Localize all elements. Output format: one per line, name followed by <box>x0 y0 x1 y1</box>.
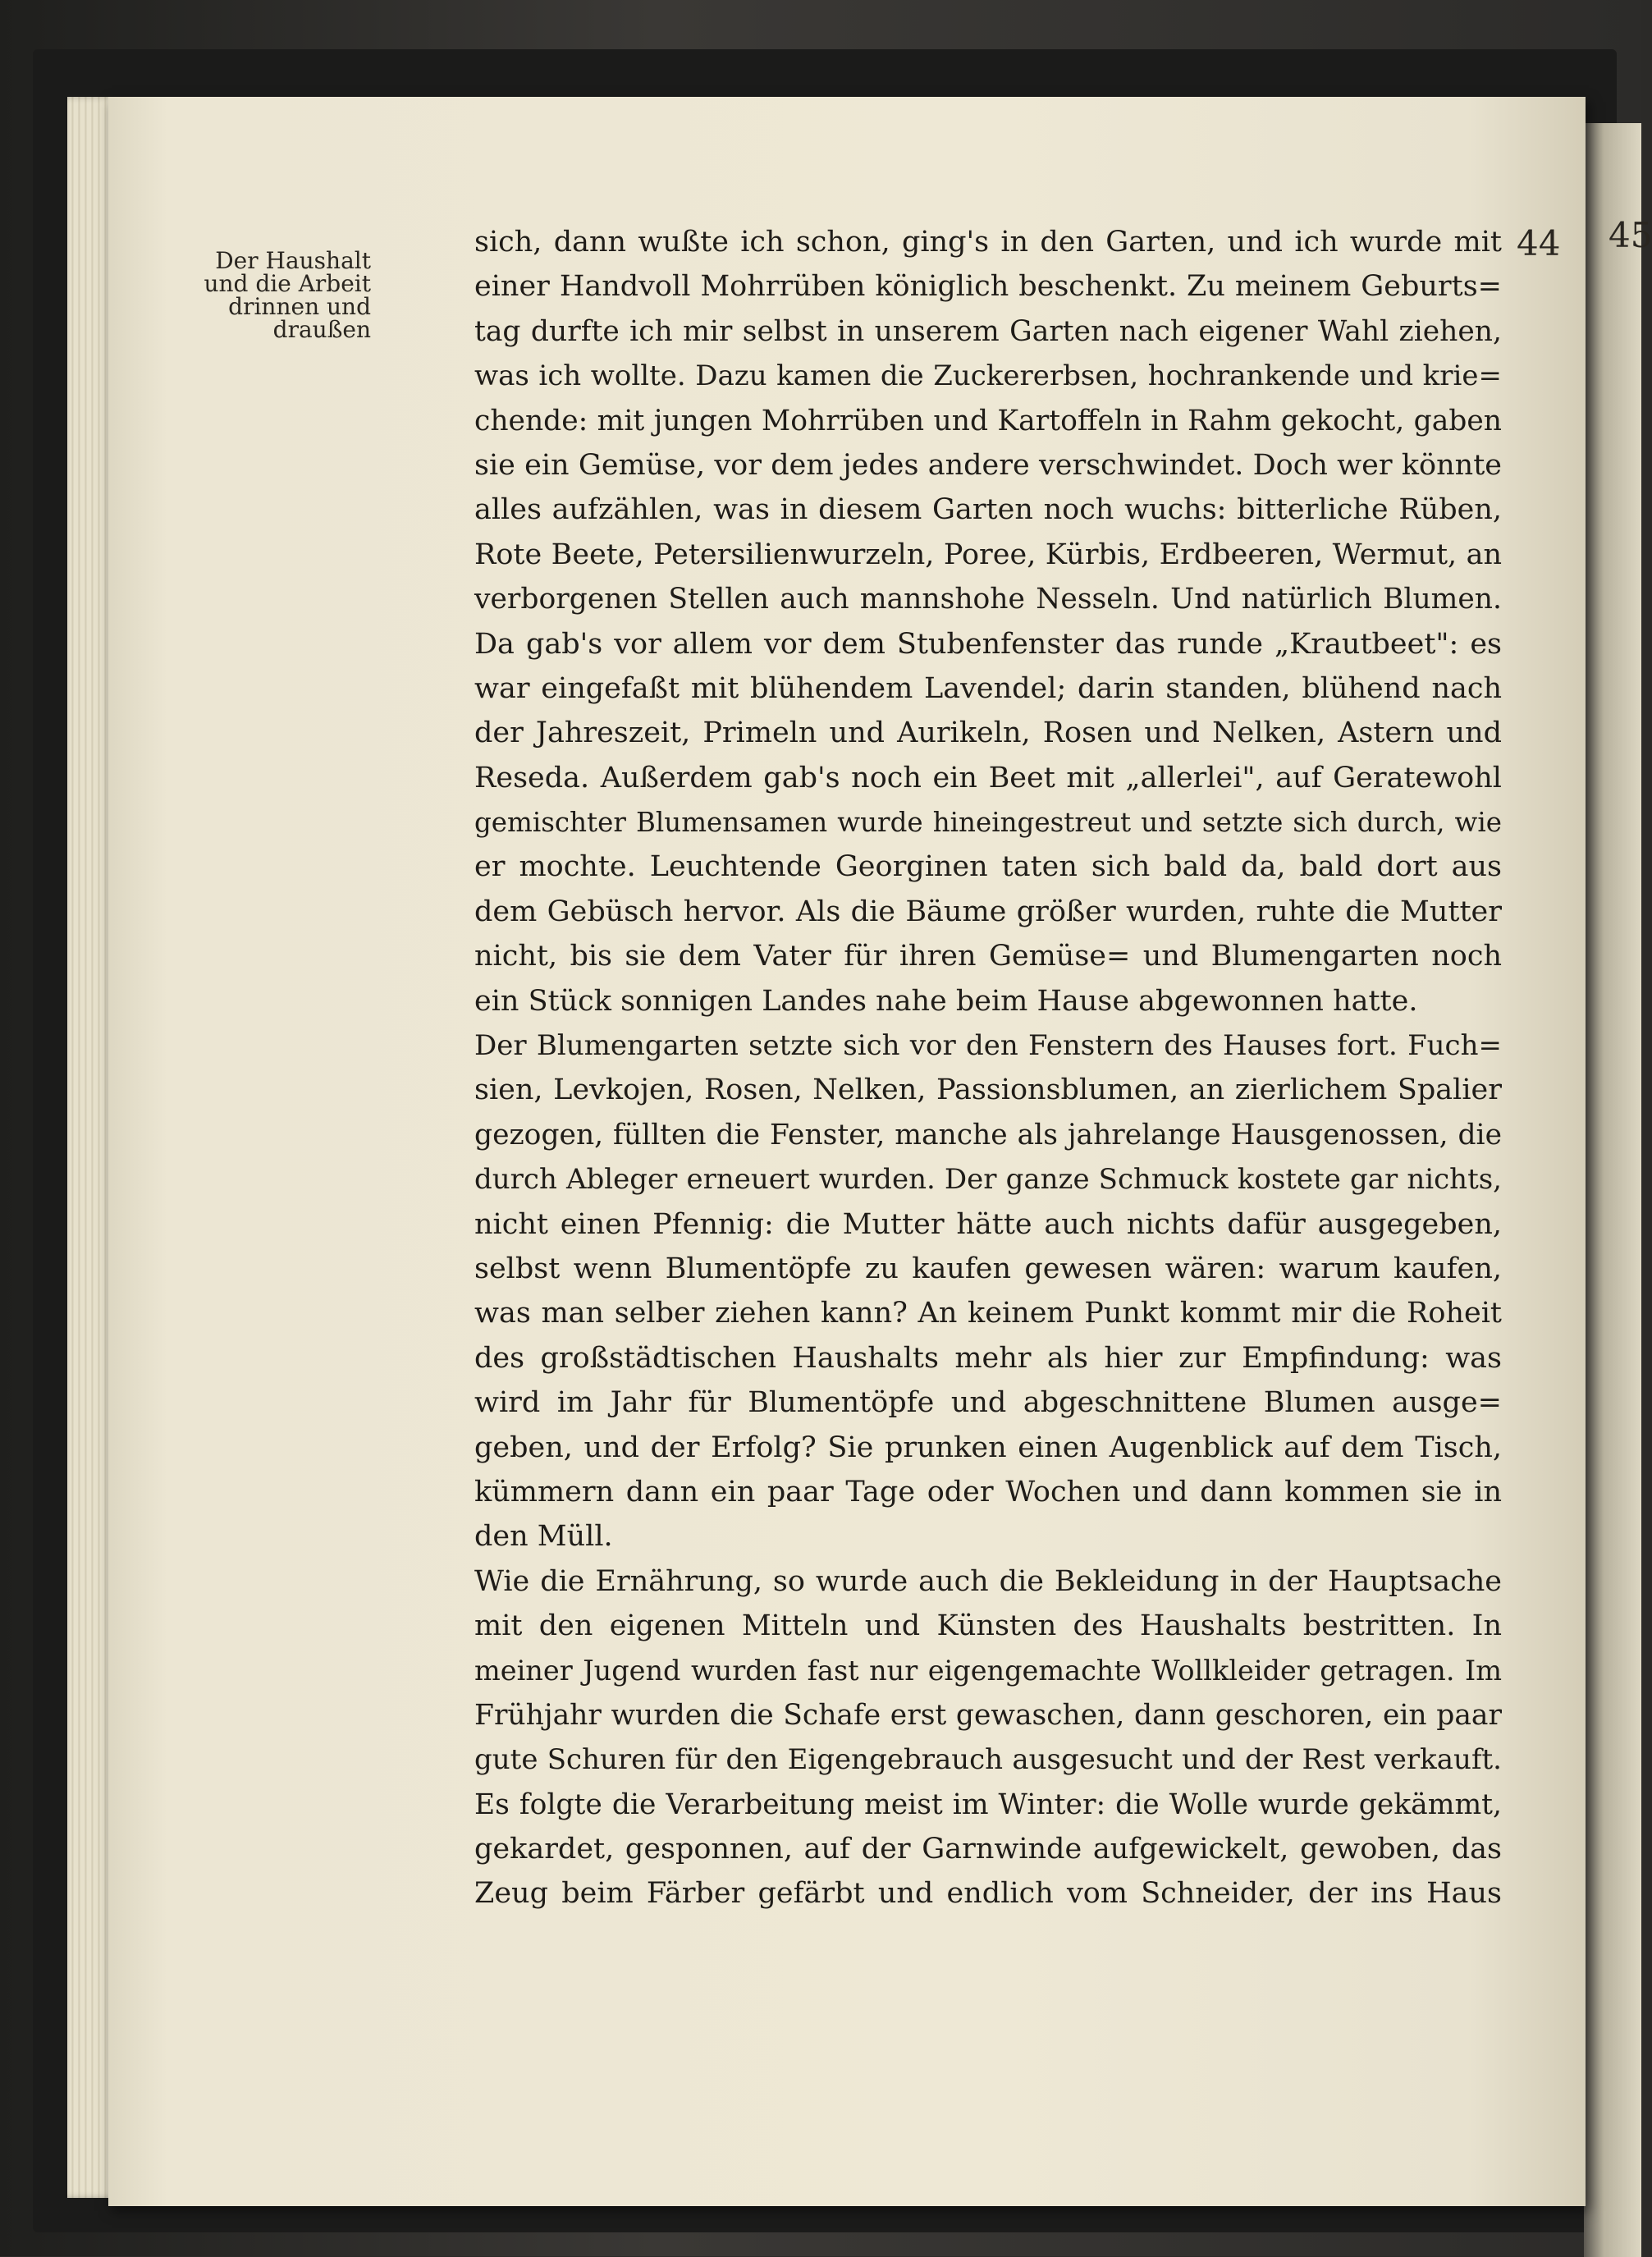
text-line: Da gab's vor allem vor dem Stubenfenster das runde „Krautbeet": es <box>474 627 1502 661</box>
text-line: durch Ableger erneuert wurden. Der ganze Schmuck kostete gar nichts, <box>474 1163 1502 1197</box>
text-line: Der Blumengarten setzte sich vor den Fenstern des Hauses fort. Fuch= <box>474 1029 1502 1063</box>
next-page-number: 45 <box>1609 215 1652 255</box>
text-line: dem Gebüsch hervor. Als die Bäume größer wurden, ruhte die Mutter <box>474 895 1502 928</box>
body-text <box>474 220 1502 1916</box>
text-line: chende: mit jungen Mohrrüben und Kartoffeln in Rahm gekocht, gaben <box>474 404 1502 437</box>
text-line: mit den eigenen Mitteln und Künsten des Haushalts bestritten. In <box>474 1609 1502 1643</box>
next-page-edge <box>1584 123 1641 2257</box>
text-line: der Jahreszeit, Primeln und Aurikeln, Rosen und Nelken, Astern und <box>474 716 1502 750</box>
text-line: wird im Jahr für Blumentöpfe und abgeschnittene Blumen ausge= <box>474 1386 1502 1420</box>
text-line: gezogen, füllten die Fenster, manche als jahrelange Hausgenossen, die <box>474 1118 1502 1151</box>
text-line: einer Handvoll Mohrrüben königlich beschenkt. Zu meinem Geburts= <box>474 270 1502 304</box>
text-line: sien, Levkojen, Rosen, Nelken, Passionsblumen, an zierlichem Spalier <box>474 1074 1502 1107</box>
text-line: Rote Beete, Petersilienwurzeln, Poree, Kürbis, Erdbeeren, Wermut, an <box>474 538 1502 571</box>
text-line: Reseda. Außerdem gab's noch ein Beet mit „allerlei", auf Geratewohl <box>474 761 1502 794</box>
text-line: er mochte. Leuchtende Georginen taten sich bald da, bald dort aus <box>474 850 1502 884</box>
text-line: tag durfte ich mir selbst in unserem Garten nach eigener Wahl ziehen, <box>474 314 1502 348</box>
text-line: was ich wollte. Dazu kamen die Zuckererbsen, hochrankende und krie= <box>474 359 1502 393</box>
text-line: ein Stück sonnigen Landes nahe beim Hause abgewonnen hatte. <box>474 984 1418 1018</box>
text-line: gemischter Blumensamen wurde hineingestreut und setzte sich durch, wie <box>474 807 1502 839</box>
text-line: kümmern dann ein paar Tage oder Wochen und dann kommen sie in <box>474 1475 1502 1508</box>
text-line: meiner Jugend wurden fast nur eigengemachte Wollkleider getragen. Im <box>474 1654 1502 1687</box>
text-line: gute Schuren für den Eigengebrauch ausgesucht und der Rest verkauft. <box>474 1743 1502 1777</box>
text-line: Zeug beim Färber gefärbt und endlich vom Schneider, der ins Haus <box>474 1877 1502 1911</box>
text-line: war eingefaßt mit blühendem Lavendel; darin standen, blühend nach <box>474 671 1502 705</box>
marginal-note-line: drinnen und <box>228 293 371 320</box>
text-line: alles aufzählen, was in diesem Garten noch wuchs: bitterliche Rüben, <box>474 493 1502 527</box>
page-number: 44 <box>1517 223 1561 263</box>
text-line: gekardet, gesponnen, auf der Garnwinde aufgewickelt, gewoben, das <box>474 1833 1502 1866</box>
text-line: des großstädtischen Haushalts mehr als hier zur Empfindung: was <box>474 1341 1502 1375</box>
text-line: nicht einen Pfennig: die Mutter hätte auch nichts dafür ausgegeben, <box>474 1207 1502 1241</box>
text-line: geben, und der Erfolg? Sie prunken einen Augenblick auf dem Tisch, <box>474 1431 1502 1464</box>
text-line: Wie die Ernährung, so wurde auch die Bekleidung in der Hauptsache <box>474 1564 1502 1598</box>
text-line: nicht, bis sie dem Vater für ihren Gemüse= und Blumengarten noch <box>474 940 1502 973</box>
text-line: was man selber ziehen kann? An keinem Punkt kommt mir die Roheit <box>474 1297 1502 1330</box>
marginal-note-line: und die Arbeit <box>204 270 371 297</box>
marginal-note-line: Der Haushalt <box>215 247 371 274</box>
text-line: verborgenen Stellen auch mannshohe Nesseln. Und natürlich Blumen. <box>474 583 1502 616</box>
text-line: den Müll. <box>474 1520 613 1554</box>
text-line: sich, dann wußte ich schon, ging's in den Garten, und ich wurde mit <box>474 226 1502 259</box>
text-line: Es folgte die Verarbeitung meist im Winter: die Wolle wurde gekämmt, <box>474 1788 1502 1821</box>
marginal-note-line: draußen <box>272 316 371 343</box>
text-line: sie ein Gemüse, vor dem jedes andere verschwindet. Doch wer könnte <box>474 448 1502 482</box>
text-line: Frühjahr wurden die Schafe erst gewaschen, dann geschoren, ein paar <box>474 1698 1502 1732</box>
text-line: selbst wenn Blumentöpfe zu kaufen gewesen wären: warum kaufen, <box>474 1252 1502 1285</box>
